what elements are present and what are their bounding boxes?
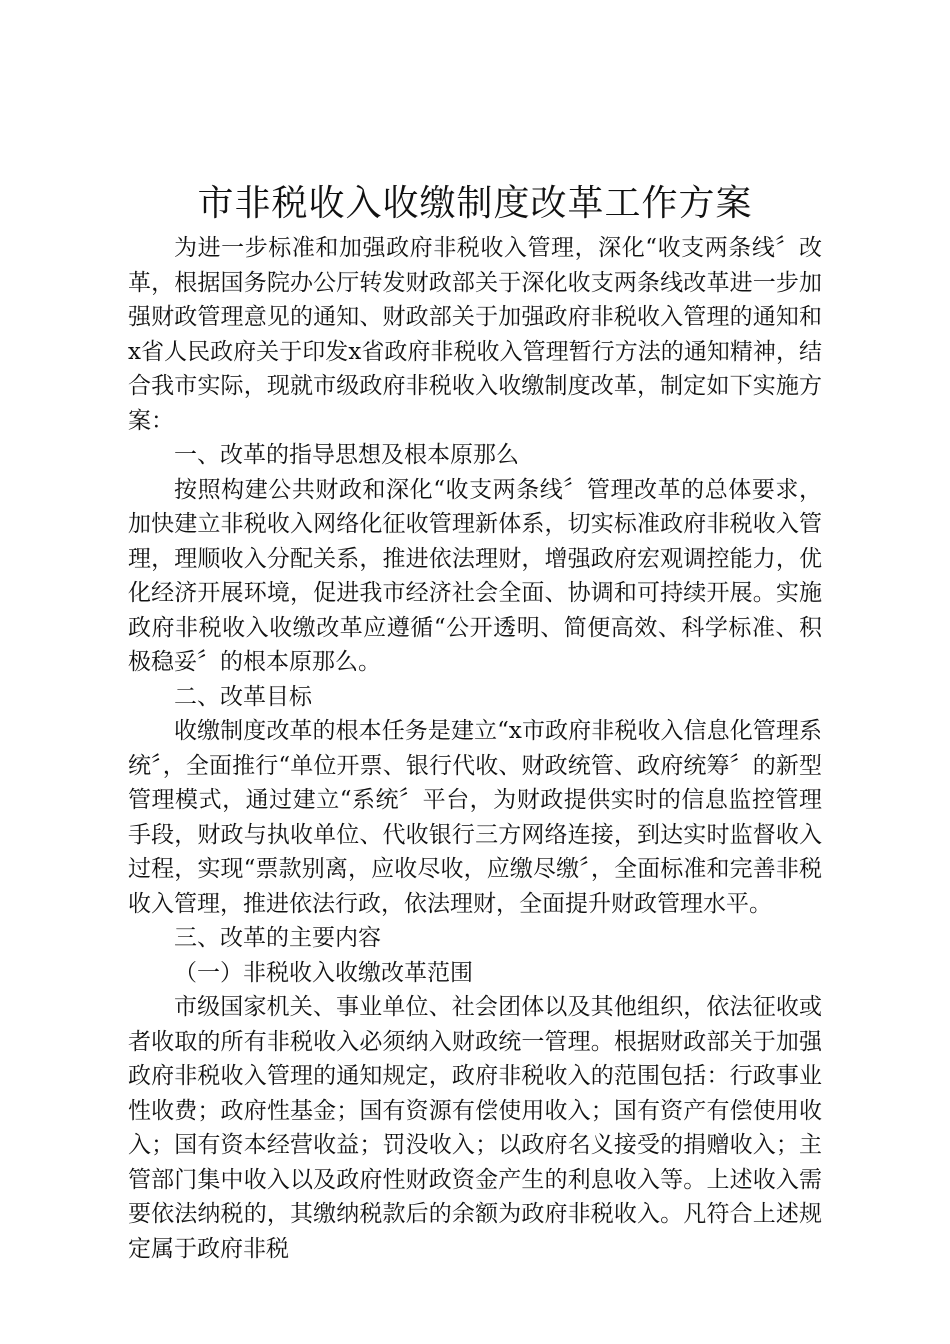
document-body	[128, 231, 822, 1266]
heading-guiding-principles: 一、改革的指导思想及根本原那么	[174, 442, 519, 468]
paragraph-goals: 收缴制度改革的根本任务是建立“x市政府非税收入信息化管理系统〞，全面推行“单位开票、银行代收、财政统管、政府统筹〞的新型管理模式，通过建立“系统〞平台，为财政提供实时的信息监控管理手段，财政与执收单位、代收银行三方网络连接，到达实时监督收入过程，实现“票款别离，应收尽收，应缴尽缴〞，全面标准和完善非税收入管理，推进依法行政，依法理财，全面提升财政管理水平。	[128, 718, 822, 917]
subheading-scope: （一）非税收入收缴改革范围	[174, 959, 473, 986]
paragraph-principles: 按照构建公共财政和深化“收支两条线〞管理改革的总体要求，加快建立非税收入网络化征收管理新体系，切实标准政府非税收入管理，理顺收入分配关系，推进依法理财，增强政府宏观调控能力，优化经济开展环境，促进我市经济社会全面、协调和可持续开展。实施政府非税收入收缴改革应遵循“公开透明、简便高效、科学标准、积极稳妥〞的根本原那么。	[128, 476, 822, 675]
paragraph-scope: 市级国家机关、事业单位、社会团体以及其他组织，依法征收或者收取的所有非税收入必须纳入财政统一管理。根据财政部关于加强政府非税收入管理的通知规定，政府非税收入的范围包括：行政事业性收费；政府性基金；国有资源有偿使用收入；国有资产有偿使用收入；国有资本经营收益；罚没收入；以政府名义接受的捐赠收入；主管部门集中收入以及政府性财政资金产生的利息收入等。上述收入需要依法纳税的，其缴纳税款后的余额为政府非税收入。凡符合上述规定属于政府非税	[128, 994, 822, 1262]
paragraph-intro: 为进一步标准和加强政府非税收入管理，深化“收支两条线〞改革，根据国务院办公厅转发财政部关于深化收支两条线改革进一步加强财政管理意见的通知、财政部关于加强政府非税收入管理的通知和x省人民政府关于印发x省政府非税收入管理暂行方法的通知精神，结合我市实际，现就市级政府非税收入收缴制度改革，制定如下实施方案：	[128, 235, 822, 434]
heading-main-content: 三、改革的主要内容	[174, 925, 381, 951]
heading-reform-goals: 二、改革目标	[174, 683, 312, 710]
document-title: 市非税收入收缴制度改革工作方案	[197, 183, 753, 224]
